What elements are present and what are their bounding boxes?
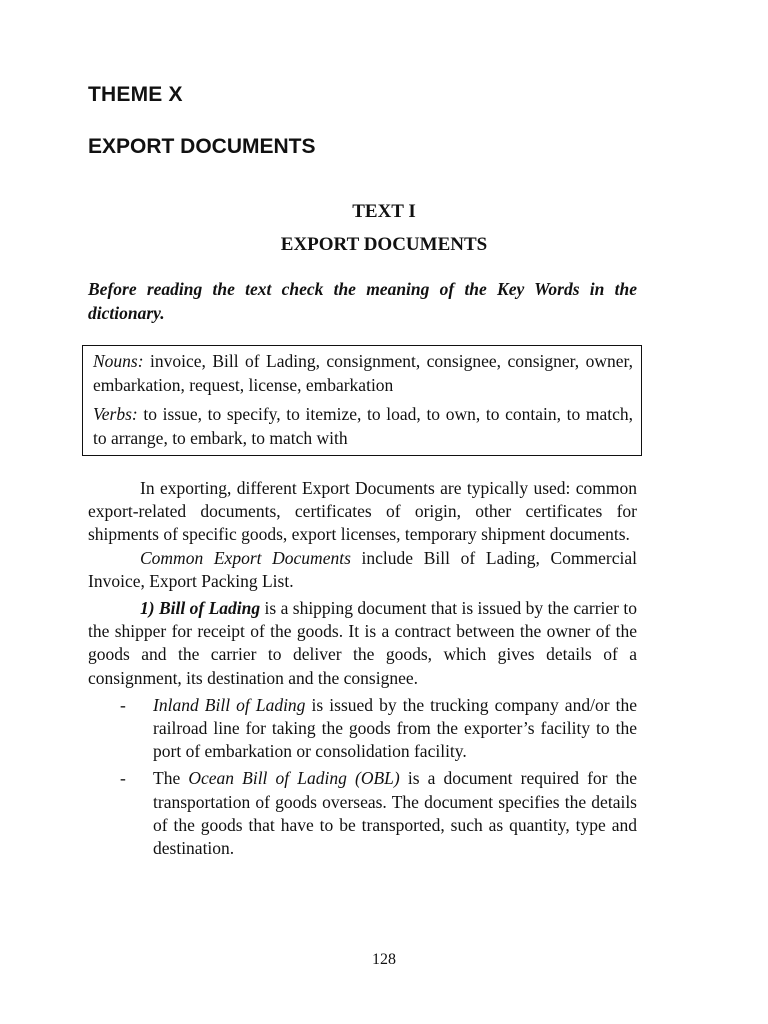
paragraph-intro: In exporting, different Export Documents are typically used: common export-related documents, certificates of origin, other certificates for shipments of specific goods, export licenses, temporary shipment documents. — [88, 478, 637, 545]
common-documents-term: Common Export Documents — [140, 547, 351, 568]
bullet-prefix: The — [153, 768, 189, 789]
verbs-line — [93, 402, 633, 450]
text-title: EXPORT DOCUMENTS — [280, 234, 488, 255]
list-item — [88, 767, 637, 860]
theme-heading: THEME X — [88, 83, 183, 106]
nouns-label: Nouns: — [93, 351, 144, 371]
inland-bill-term: Inland Bill of Lading — [153, 694, 306, 715]
reading-instruction: Before reading the text check the meaning of the Key Words in the dictionary. — [88, 279, 637, 323]
text-number: TEXT I — [352, 201, 416, 222]
paragraph-bill-of-lading — [88, 597, 637, 690]
bill-of-lading-text: is a shipping document that is issued by the carrier to the shipper for receipt of the goods. It is a contract between the owner of the goods and the carrier to deliver the goods, which gives details of a consignment, its destination and the consignee. — [88, 598, 637, 688]
paragraph-common-documents — [88, 547, 637, 593]
key-words-box — [82, 345, 642, 456]
list-item — [88, 694, 637, 764]
ocean-bill-term: Ocean Bill of Lading (OBL) — [188, 768, 400, 789]
body-text — [88, 477, 637, 864]
page-number: 128 — [372, 951, 396, 968]
common-documents-text: include Bill of Lading, Commercial Invoice, Export Packing List. — [88, 547, 637, 591]
section-title: EXPORT DOCUMENTS — [88, 135, 316, 158]
ocean-bill-text: is a document required for the transportation of goods overseas. The document specifies the details of the goods that have to be transported, such as quantity, type and destination. — [153, 768, 637, 859]
inland-bill-text: is issued by the trucking company and/or the railroad line for taking the goods from the exporter’s facility to the port of embarkation or consolidation facility. — [153, 694, 637, 762]
verbs-label: Verbs: — [93, 404, 138, 424]
nouns-line — [93, 349, 633, 397]
bill-of-lading-types — [88, 694, 637, 860]
dash-marker: - — [120, 768, 126, 789]
bill-of-lading-term: 1) Bill of Lading — [140, 598, 261, 619]
verbs-list: to issue, to specify, to itemize, to load, to own, to contain, to match, to arrange, to embark, to match with — [93, 404, 633, 448]
dash-marker: - — [120, 694, 126, 715]
nouns-list: invoice, Bill of Lading, consignment, consignee, consigner, owner, embarkation, request, license, embarkation — [93, 351, 633, 395]
